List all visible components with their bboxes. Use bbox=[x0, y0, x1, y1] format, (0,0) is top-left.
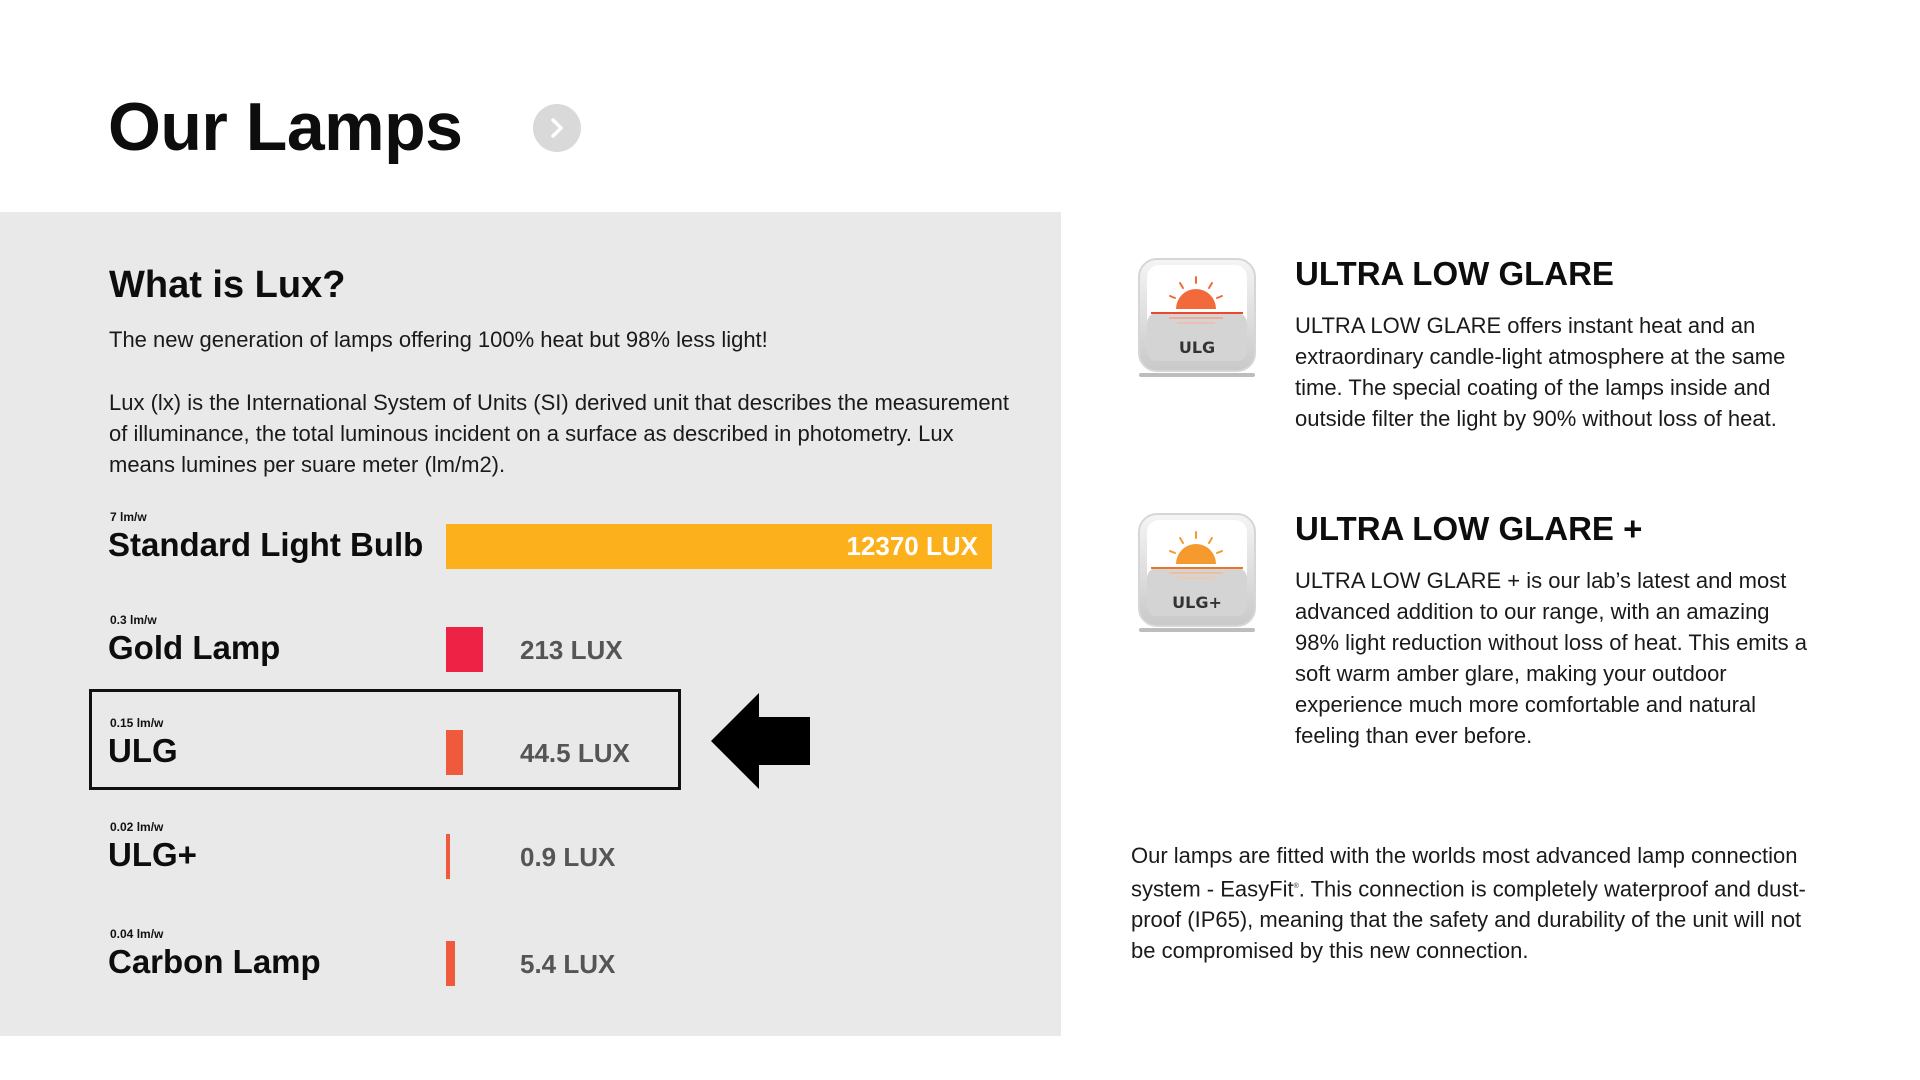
sunset-icon bbox=[1135, 510, 1259, 634]
lamp-efficacy: 0.3 lm/w bbox=[110, 613, 157, 627]
ulg-plus-badge bbox=[1135, 510, 1259, 634]
lux-panel bbox=[0, 212, 1061, 1036]
lux-intro: The new generation of lamps offering 100% heat but 98% less light! bbox=[109, 327, 768, 352]
trademark-symbol: ® bbox=[1293, 883, 1299, 890]
easyfit-paragraph bbox=[1131, 840, 1821, 966]
feature-ulg bbox=[1135, 255, 1825, 485]
lux-value: 12370 LUX bbox=[846, 531, 978, 561]
lux-heading: What is Lux? bbox=[109, 264, 346, 306]
lamp-row-standard bbox=[0, 510, 1061, 580]
lux-bar bbox=[446, 627, 483, 672]
chevron-right-icon bbox=[547, 116, 567, 140]
lamp-name: Standard Light Bulb bbox=[108, 526, 424, 563]
lamp-row-carbon bbox=[0, 927, 1061, 997]
lamp-name: ULG bbox=[108, 732, 178, 769]
lux-value: 213 LUX bbox=[520, 635, 623, 665]
next-button[interactable] bbox=[533, 104, 581, 152]
lux-bar bbox=[446, 834, 450, 879]
ulg-badge bbox=[1135, 255, 1259, 379]
lux-definition: Lux (lx) is the International System of Units (SI) derived unit that describes the measurement of illuminance, the total luminous incident on a surface as described in photometry. Lux means lumines per suare meter (lm/m2). bbox=[109, 390, 1009, 477]
lamp-efficacy: 0.15 lm/w bbox=[110, 716, 164, 730]
badge-label: ULG bbox=[1178, 338, 1216, 357]
lamp-efficacy: 0.02 lm/w bbox=[110, 820, 164, 834]
lamp-efficacy: 0.04 lm/w bbox=[110, 927, 164, 941]
feature-text: ULTRA LOW GLARE offers instant heat and an extraordinary candle-light atmosphere at the same time. The special coating of the lamps inside and outside filter the light by 90% without loss of heat. bbox=[1295, 313, 1786, 431]
lux-value: 5.4 LUX bbox=[520, 949, 616, 979]
lamp-name: Gold Lamp bbox=[108, 629, 281, 666]
feature-title: ULTRA LOW GLARE + bbox=[1295, 510, 1643, 547]
lux-value: 44.5 LUX bbox=[520, 738, 630, 768]
lamp-name: Carbon Lamp bbox=[108, 943, 321, 980]
lux-bar bbox=[446, 524, 992, 569]
lamp-efficacy: 7 lm/w bbox=[110, 510, 147, 524]
arrow-left-icon bbox=[711, 693, 810, 789]
page-title: Our Lamps bbox=[108, 89, 463, 165]
lux-bar bbox=[446, 941, 455, 986]
lamp-name: ULG+ bbox=[108, 836, 197, 873]
lamp-row-ulg-plus bbox=[0, 820, 1061, 890]
easyfit-text-start: Our lamps are fitted with the worlds most advanced lamp connection system - EasyFit bbox=[1131, 843, 1798, 902]
feature-text: ULTRA LOW GLARE + is our lab’s latest and most advanced addition to our range, with an amazing 98% light reduction without loss of heat. This emits a soft warm amber glare, making your outdoor experience much more comfortable and natural feeling than ever before. bbox=[1295, 568, 1807, 748]
sunset-icon bbox=[1135, 255, 1259, 379]
easyfit-text-end: . This connection is completely waterproof and dust-proof (IP65), meaning that the safety and durability of the unit will not be compromised by this new connection. bbox=[1131, 876, 1806, 964]
badge-label: ULG+ bbox=[1172, 593, 1222, 612]
lux-value: 0.9 LUX bbox=[520, 842, 616, 872]
lamp-row-gold bbox=[0, 613, 1061, 683]
ulg-highlight-box bbox=[89, 689, 681, 790]
feature-title: ULTRA LOW GLARE bbox=[1295, 255, 1614, 292]
feature-ulg-plus bbox=[1135, 510, 1825, 810]
